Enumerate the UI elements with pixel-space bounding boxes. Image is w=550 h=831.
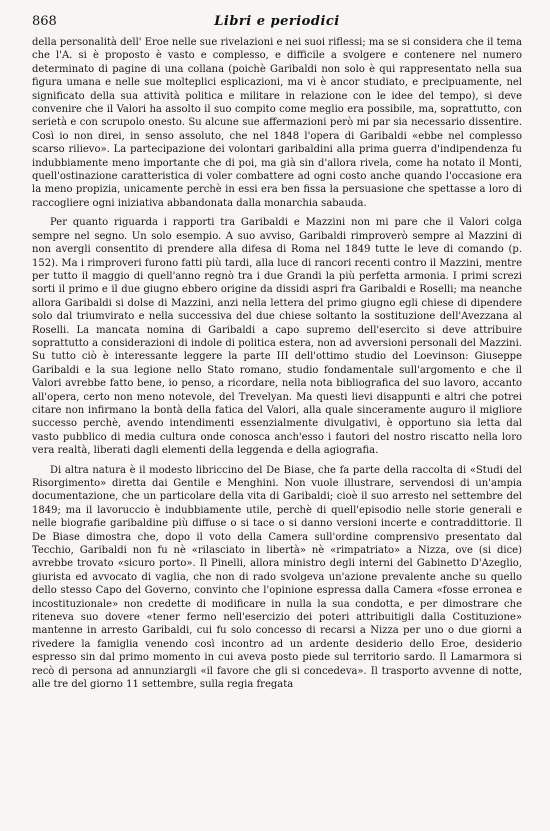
page-header [32, 0, 522, 36]
body-text [32, 36, 522, 692]
running-title: Libri e periodici [214, 14, 340, 29]
paragraph: della personalità dell' Eroe nelle sue rivelazioni e nei suoi riflessi; ma se si considera che il tema che l'A. si è proposto è vasto e complesso, e difficile a svolgere e contenere nel numero determinato di pagine di una collana (poichè Garibaldi non solo è qui rappresentato nella sua figura umana e nelle sue molteplici esplicazioni, ma vi è ancor studiato, e precipuamente, nel significato della sua attività politica e militare in relazione con le idee del tempo), si deve convenire che il Valori ha assolto il suo compito come meglio era possibile, ma, soprattutto, con serietà e con scrupolo onesto. Su alcune sue affermazioni però mi par sia necessario dissentire. Così io non direi, in senso assoluto, che nel 1848 l'opera di Garibaldi «ebbe nel complesso scarso rilievo». La partecipazione dei volontari garibaldini alla prima guerra d'indipendenza fu indubbiamente meno importante che di poi, ma già sin d'allora rivela, come ha notato il Monti, quell'ostinazione caratteristica di voler combattere ad ogni costo anche quando l'occasione era la meno propizia, unicamente perchè in essi era ben fissa la persuasione che spettasse a loro di raccogliere ogni iniziativa abbandonata dalla monarchia sabauda. [32, 37, 522, 209]
page-number: 868 [32, 14, 57, 29]
paragraph: Per quanto riguarda i rapporti tra Garibaldi e Mazzini non mi pare che il Valori colga sempre nel segno. Un solo esempio. A suo avviso, Garibaldi rimproverò sempre al Mazzini di non avergli consentito di prendere alla difesa di Roma nel 1849 tutte le leve di comando (p. 152). Ma i rimproveri furono fatti più tardi, alla luce di rancori recenti contro il Mazzini, mentre per tutto il maggio di quell'anno regnò tra i due Grandi la più perfetta armonia. I primi screzi sorti il primo e il due giugno ebbero origine da dissidi aspri fra Garibaldi e Roselli; ma neanche allora Garibaldi si dolse di Mazzini, anzi nella lettera del primo giugno egli chiese di dipendere solo dal triumvirato e nella successiva del due chiese soltanto la sostituzione dell'Avezzana al Roselli. La mancata nomina di Garibaldi a capo supremo dell'esercito si deve attribuire soprattutto a considerazioni di indole di politica estera, non ad avversioni personali del Mazzini. Su tutto ciò è interessante leggere la parte III dell'ottimo studio del Loevinson: Giuseppe Garibaldi e la sua legione nello Stato romano, studio fondamentale sull'argomento e che il Valori avrebbe fatto bene, io penso, a ricordare, nella nota bibliografica del suo lavoro, accanto all'opera, certo non meno notevole, del Trevelyan. Ma questi lievi disappunti e altri che potrei citare non infirmano la bontà della fatica del Valori, alla quale sinceramente auguro il migliore successo perchè, avendo intendimenti essenzialmente divulgativi, è opportuno sia letta dal vasto pubblico di media cultura onde conosca anch'esso i fautori del nostro riscatto nella loro vera realtà, liberati dagli elementi della leggenda e della agiografia. [32, 217, 522, 457]
paragraph: Di altra natura è il modesto libriccino del De Biase, che fa parte della raccolta di «Studi del Risorgimento» diretta dai Gentile e Menghini. Non vuole illustrare, servendosi di un'ampia documentazione, che un particolare della vita di Garibaldi; cioè il suo arresto nel settembre del 1849; ma il lavoruccio è indubbiamente utile, perchè di quell'episodio nelle storie generali e nelle biografie garibaldine più diffuse o si tace o si danno versioni incerte e contraddittorie. Il De Biase dimostra che, dopo il voto della Camera sull'ordine comprensivo presentato dal Tecchio, Garibaldi non fu nè «rilasciato in libertà» nè «rimpatriato» a Nizza, ove (si dice) avrebbe trovato «sicuro porto». Il Pinelli, allora ministro degli interni del Gabinetto D'Azeglio, giurista ed avvocato di vaglia, che non di rado svolgeva un'azione prevalente anche su quello dello stesso Capo del Governo, convinto che l'opinione espressa dalla Camera «fosse erronea e incostituzionale» non credette di modificare in nulla la sua condotta, e per dimostrare che riteneva suo dovere «tener fermo nell'esercizio dei poteri attribuitigli dalla Costituzione» mantenne in arresto Garibaldi, cui fu solo concesso di recarsi a Nizza per uno o due giorni a rivedere la famiglia venendo così incontro ad un ardente desiderio dello Eroe, desiderio espresso sin dal primo momento in cui aveva posto piede sul territorio sardo. Il Lamarmora si recò di persona ad annunziargli «il favore che gli si concedeva». Il trasporto avvenne di notte, alle tre del giorno 11 settembre, sulla regia fregata [32, 464, 522, 691]
